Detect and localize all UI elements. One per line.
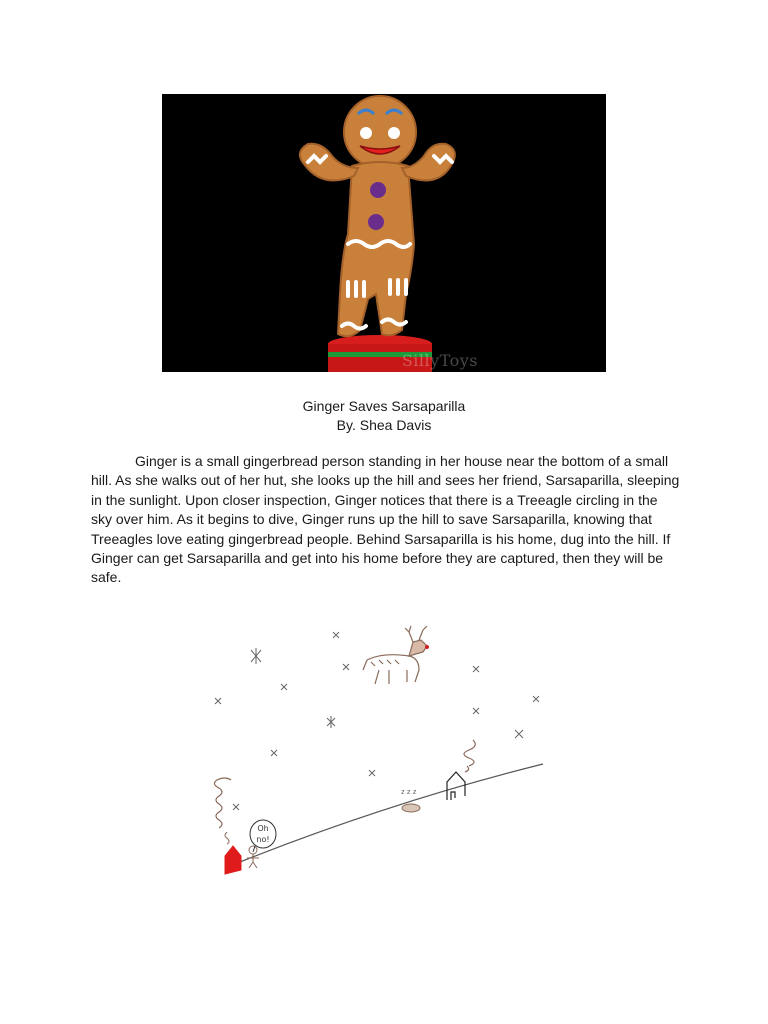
speech-line-1: Oh <box>257 824 269 833</box>
story-text: Ginger is a small gingerbread person standing in her house near the bottom of a small hill. As she walks out of her hut, she looks up the hill and sees her friend, Sarsaparilla, sleeping in the sunlight. Upon closer inspection, Ginger notices that there is a Treeagle circling in the sky over him. As it begins to dive, Ginger runs up the hill to save Sarsaparilla, knowing that Treeagles love eating gingerbread people. Behind Sarsaparilla is his home, dug into the hill. If Ginger can get Sarsaparilla and get into his home before they are captured, then they will be safe. <box>91 453 680 586</box>
story-illustration <box>183 622 587 914</box>
sarsaparilla-home <box>447 740 475 800</box>
ginger-house <box>214 778 241 874</box>
story-heading <box>0 397 768 435</box>
button-top <box>370 182 386 198</box>
photo-watermark: SillyToys <box>401 351 478 370</box>
speech-line-2: no! <box>256 835 270 844</box>
button-bottom <box>368 214 384 230</box>
treeagle <box>363 626 429 684</box>
stars <box>215 632 539 810</box>
ginger-figure <box>247 846 259 868</box>
hill-line <box>225 764 543 868</box>
speech-bubble <box>250 820 276 852</box>
ginger-smoke <box>214 778 231 828</box>
sleep-z: z z z <box>401 788 417 796</box>
gingerbread-photo <box>162 94 606 372</box>
story-paragraph <box>91 452 681 588</box>
story-title: Ginger Saves Sarsaparilla <box>302 398 466 414</box>
story-byline: By. Shea Davis <box>336 417 432 433</box>
sarsaparilla <box>401 788 420 812</box>
